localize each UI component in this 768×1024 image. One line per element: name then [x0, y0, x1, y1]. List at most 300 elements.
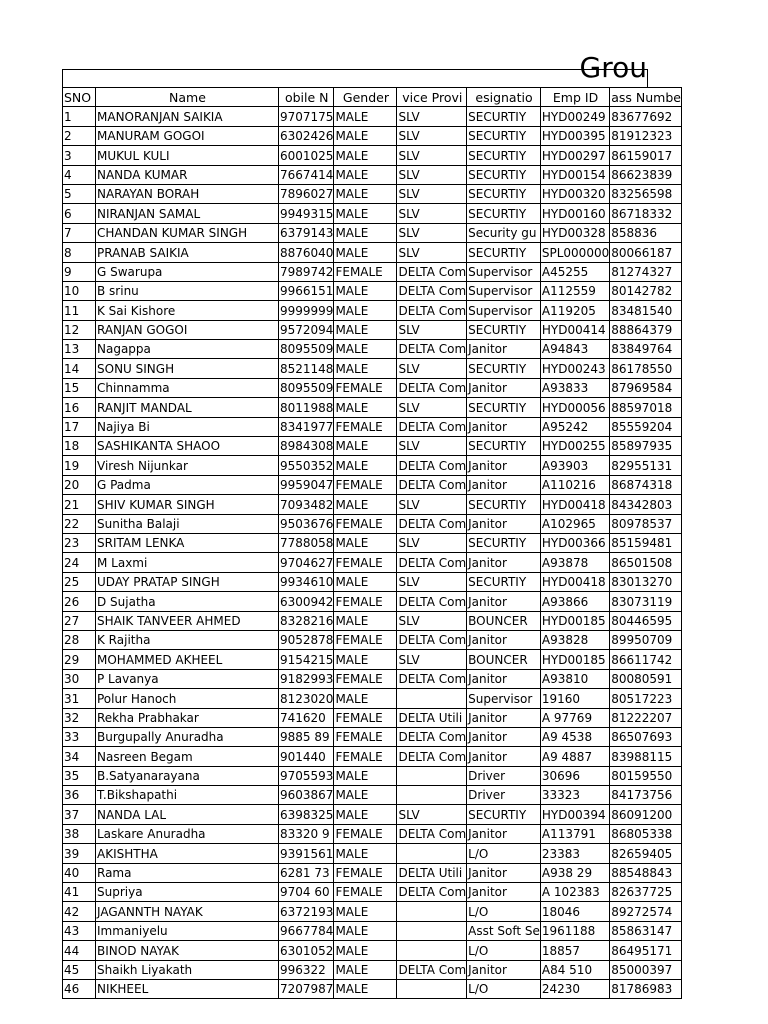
cell-designation: L/O	[467, 979, 541, 998]
cell-designation: Supervisor	[467, 301, 541, 320]
cell-gender: MALE	[334, 126, 397, 145]
cell-designation: Janitor	[467, 960, 541, 979]
cell-pass-number: 858836	[610, 223, 682, 242]
cell-mobile: 9182993	[279, 669, 334, 688]
cell-pass-number: 86874318	[610, 475, 682, 494]
cell-mobile: 9572094	[279, 320, 334, 339]
table-row	[63, 727, 682, 746]
cell-sno: 27	[63, 611, 96, 630]
table-row	[63, 786, 682, 805]
cell-designation: Janitor	[467, 378, 541, 397]
cell-service-provider: DELTA Com	[397, 281, 467, 300]
cell-pass-number: 80159550	[610, 766, 682, 785]
table-row	[63, 883, 682, 902]
cell-sno: 26	[63, 592, 96, 611]
cell-mobile: 6372193	[279, 902, 334, 921]
table-row	[63, 359, 682, 378]
cell-name: Polur Hanoch	[96, 689, 279, 708]
cell-designation: SECURTIY	[467, 495, 541, 514]
cell-pass-number: 86495171	[610, 941, 682, 960]
cell-emp-id: A94843	[540, 340, 609, 359]
header-row	[63, 88, 682, 107]
cell-emp-id: A 102383	[540, 883, 609, 902]
cell-mobile: 6301052	[279, 941, 334, 960]
cell-gender: FEMALE	[334, 727, 397, 746]
cell-name: SRITAM LENKA	[96, 533, 279, 552]
cell-gender: MALE	[334, 805, 397, 824]
cell-mobile: 6379143	[279, 223, 334, 242]
cell-sno: 46	[63, 979, 96, 998]
cell-service-provider: DELTA Utili	[397, 863, 467, 882]
cell-name: Burgupally Anuradha	[96, 727, 279, 746]
table-row	[63, 301, 682, 320]
cell-gender: FEMALE	[334, 475, 397, 494]
cell-mobile: 9550352	[279, 456, 334, 475]
cell-service-provider: DELTA Com	[397, 669, 467, 688]
cell-pass-number: 85863147	[610, 921, 682, 940]
cell-pass-number: 83256598	[610, 184, 682, 203]
cell-service-provider	[397, 902, 467, 921]
cell-mobile: 7989742	[279, 262, 334, 281]
cell-designation: Janitor	[467, 669, 541, 688]
cell-emp-id: HYD00249	[540, 107, 609, 126]
table-row	[63, 165, 682, 184]
cell-service-provider: DELTA Com	[397, 262, 467, 281]
cell-mobile: 9704627	[279, 553, 334, 572]
cell-sno: 6	[63, 204, 96, 223]
cell-emp-id: HYD00366	[540, 533, 609, 552]
cell-gender: MALE	[334, 184, 397, 203]
cell-name: Sunitha Balaji	[96, 514, 279, 533]
cell-pass-number: 86178550	[610, 359, 682, 378]
cell-sno: 28	[63, 630, 96, 649]
cell-name: Najiya Bi	[96, 417, 279, 436]
cell-service-provider	[397, 941, 467, 960]
cell-sno: 12	[63, 320, 96, 339]
cell-mobile: 741620	[279, 708, 334, 727]
cell-mobile: 7207987	[279, 979, 334, 998]
table-row	[63, 689, 682, 708]
cell-pass-number: 83677692	[610, 107, 682, 126]
cell-name: Viresh Nijunkar	[96, 456, 279, 475]
cell-gender: FEMALE	[334, 708, 397, 727]
cell-emp-id: A938 29	[540, 863, 609, 882]
cell-designation: Janitor	[467, 514, 541, 533]
cell-name: Nagappa	[96, 340, 279, 359]
cell-pass-number: 85559204	[610, 417, 682, 436]
cell-name: CHANDAN KUMAR SINGH	[96, 223, 279, 242]
table-row	[63, 708, 682, 727]
cell-emp-id: 24230	[540, 979, 609, 998]
cell-mobile: 7788058	[279, 533, 334, 552]
cell-mobile: 6281 73	[279, 863, 334, 882]
cell-emp-id: HYD00418	[540, 495, 609, 514]
cell-mobile: 8341977	[279, 417, 334, 436]
cell-pass-number: 89950709	[610, 630, 682, 649]
table-row	[63, 824, 682, 843]
cell-mobile: 9705593	[279, 766, 334, 785]
cell-emp-id: A93833	[540, 378, 609, 397]
cell-emp-id: A93866	[540, 592, 609, 611]
cell-sno: 20	[63, 475, 96, 494]
cell-gender: MALE	[334, 902, 397, 921]
cell-pass-number: 86623839	[610, 165, 682, 184]
cell-designation: Janitor	[467, 592, 541, 611]
header-pass-number: ass Numbe	[610, 88, 682, 107]
table-row	[63, 960, 682, 979]
cell-service-provider: SLV	[397, 359, 467, 378]
cell-name: T.Bikshapathi	[96, 786, 279, 805]
table-row	[63, 437, 682, 456]
cell-gender: FEMALE	[334, 863, 397, 882]
cell-designation: Janitor	[467, 824, 541, 843]
cell-sno: 19	[63, 456, 96, 475]
cell-emp-id: HYD00414	[540, 320, 609, 339]
table-row	[63, 107, 682, 126]
cell-emp-id: 23383	[540, 844, 609, 863]
cell-pass-number: 83013270	[610, 572, 682, 591]
cell-sno: 25	[63, 572, 96, 591]
cell-gender: FEMALE	[334, 553, 397, 572]
table-row	[63, 747, 682, 766]
cell-sno: 4	[63, 165, 96, 184]
cell-mobile: 9707175	[279, 107, 334, 126]
cell-service-provider: DELTA Com	[397, 301, 467, 320]
cell-sno: 32	[63, 708, 96, 727]
cell-designation: SECURTIY	[467, 165, 541, 184]
cell-pass-number: 81912323	[610, 126, 682, 145]
cell-service-provider: SLV	[397, 650, 467, 669]
cell-mobile: 9885 89	[279, 727, 334, 746]
cell-designation: SECURTIY	[467, 184, 541, 203]
cell-service-provider: DELTA Utili	[397, 708, 467, 727]
cell-gender: MALE	[334, 243, 397, 262]
cell-name: SHIV KUMAR SINGH	[96, 495, 279, 514]
cell-designation: Janitor	[467, 456, 541, 475]
cell-sno: 44	[63, 941, 96, 960]
table-row	[63, 146, 682, 165]
cell-name: Immaniyelu	[96, 921, 279, 940]
cell-emp-id: A84 510	[540, 960, 609, 979]
cell-sno: 13	[63, 340, 96, 359]
cell-emp-id: HYD00243	[540, 359, 609, 378]
cell-name: Chinnamma	[96, 378, 279, 397]
header-designation: esignatio	[467, 88, 541, 107]
cell-mobile: 996322	[279, 960, 334, 979]
header-sno: SNO	[63, 88, 96, 107]
cell-pass-number: 87969584	[610, 378, 682, 397]
cell-pass-number: 80446595	[610, 611, 682, 630]
cell-mobile: 8328216	[279, 611, 334, 630]
cell-gender: MALE	[334, 766, 397, 785]
cell-emp-id: HYD00394	[540, 805, 609, 824]
table-row	[63, 456, 682, 475]
cell-gender: MALE	[334, 398, 397, 417]
cell-pass-number: 84173756	[610, 786, 682, 805]
cell-name: MUKUL KULI	[96, 146, 279, 165]
table-row	[63, 184, 682, 203]
cell-emp-id: HYD00154	[540, 165, 609, 184]
cell-pass-number: 85159481	[610, 533, 682, 552]
cell-name: Rama	[96, 863, 279, 882]
table-row	[63, 553, 682, 572]
table-row	[63, 320, 682, 339]
cell-pass-number: 88864379	[610, 320, 682, 339]
cell-service-provider: DELTA Com	[397, 417, 467, 436]
cell-emp-id: A93828	[540, 630, 609, 649]
cell-emp-id: A119205	[540, 301, 609, 320]
cell-designation: SECURTIY	[467, 437, 541, 456]
cell-pass-number: 81222207	[610, 708, 682, 727]
cell-mobile: 9154215	[279, 650, 334, 669]
cell-gender: MALE	[334, 281, 397, 300]
cell-service-provider: SLV	[397, 320, 467, 339]
cell-designation: SECURTIY	[467, 359, 541, 378]
cell-designation: SECURTIY	[467, 146, 541, 165]
cell-mobile: 7896027	[279, 184, 334, 203]
cell-gender: FEMALE	[334, 883, 397, 902]
cell-pass-number: 86805338	[610, 824, 682, 843]
cell-gender: MALE	[334, 650, 397, 669]
cell-mobile: 9503676	[279, 514, 334, 533]
cell-sno: 9	[63, 262, 96, 281]
table-row	[63, 417, 682, 436]
cell-designation: Janitor	[467, 708, 541, 727]
cell-name: Shaikh Liyakath	[96, 960, 279, 979]
cell-mobile: 6398325	[279, 805, 334, 824]
cell-service-provider	[397, 921, 467, 940]
cell-gender: MALE	[334, 107, 397, 126]
cell-sno: 10	[63, 281, 96, 300]
cell-service-provider: SLV	[397, 107, 467, 126]
cell-pass-number: 84342803	[610, 495, 682, 514]
cell-emp-id: HYD00418	[540, 572, 609, 591]
cell-name: NANDA LAL	[96, 805, 279, 824]
table-row	[63, 572, 682, 591]
cell-mobile: 9999999	[279, 301, 334, 320]
cell-mobile: 9959047	[279, 475, 334, 494]
cell-name: SONU SINGH	[96, 359, 279, 378]
table-row	[63, 262, 682, 281]
table-row	[63, 281, 682, 300]
cell-gender: MALE	[334, 456, 397, 475]
cell-sno: 5	[63, 184, 96, 203]
cell-mobile: 7093482	[279, 495, 334, 514]
cell-service-provider: SLV	[397, 204, 467, 223]
sheet-title: Grou	[579, 51, 647, 84]
cell-pass-number: 86159017	[610, 146, 682, 165]
cell-name: G Padma	[96, 475, 279, 494]
cell-pass-number: 80080591	[610, 669, 682, 688]
table-row	[63, 611, 682, 630]
cell-mobile: 8876040	[279, 243, 334, 262]
cell-sno: 36	[63, 786, 96, 805]
cell-sno: 22	[63, 514, 96, 533]
cell-gender: MALE	[334, 340, 397, 359]
cell-sno: 16	[63, 398, 96, 417]
cell-sno: 1	[63, 107, 96, 126]
cell-pass-number: 86611742	[610, 650, 682, 669]
cell-name: Supriya	[96, 883, 279, 902]
cell-gender: FEMALE	[334, 592, 397, 611]
cell-mobile: 6302426	[279, 126, 334, 145]
cell-gender: MALE	[334, 146, 397, 165]
cell-designation: SECURTIY	[467, 243, 541, 262]
cell-name: K Sai Kishore	[96, 301, 279, 320]
cell-designation: Janitor	[467, 475, 541, 494]
table-row	[63, 495, 682, 514]
cell-pass-number: 80066187	[610, 243, 682, 262]
cell-mobile: 9966151	[279, 281, 334, 300]
cell-designation: SECURTIY	[467, 126, 541, 145]
cell-gender: MALE	[334, 301, 397, 320]
cell-name: BINOD NAYAK	[96, 941, 279, 960]
cell-service-provider: DELTA Com	[397, 824, 467, 843]
cell-mobile: 9934610	[279, 572, 334, 591]
table-row	[63, 243, 682, 262]
cell-name: NIRANJAN SAMAL	[96, 204, 279, 223]
cell-emp-id: A110216	[540, 475, 609, 494]
cell-service-provider: DELTA Com	[397, 630, 467, 649]
cell-designation: SECURTIY	[467, 398, 541, 417]
cell-service-provider: SLV	[397, 572, 467, 591]
cell-mobile: 8095509	[279, 340, 334, 359]
cell-designation: SECURTIY	[467, 533, 541, 552]
cell-designation: SECURTIY	[467, 107, 541, 126]
cell-gender: MALE	[334, 223, 397, 242]
cell-gender: MALE	[334, 495, 397, 514]
cell-service-provider: DELTA Com	[397, 378, 467, 397]
cell-mobile: 9603867	[279, 786, 334, 805]
cell-name: AKISHTHA	[96, 844, 279, 863]
cell-pass-number: 83481540	[610, 301, 682, 320]
cell-sno: 35	[63, 766, 96, 785]
cell-sno: 40	[63, 863, 96, 882]
table-row	[63, 398, 682, 417]
header-emp-id: Emp ID	[540, 88, 609, 107]
cell-pass-number: 86507693	[610, 727, 682, 746]
cell-emp-id: HYD00255	[540, 437, 609, 456]
cell-service-provider: DELTA Com	[397, 514, 467, 533]
cell-designation: Janitor	[467, 747, 541, 766]
cell-pass-number: 80517223	[610, 689, 682, 708]
cell-mobile: 8011988	[279, 398, 334, 417]
cell-gender: FEMALE	[334, 747, 397, 766]
cell-designation: L/O	[467, 941, 541, 960]
cell-service-provider: SLV	[397, 805, 467, 824]
cell-sno: 11	[63, 301, 96, 320]
cell-gender: MALE	[334, 320, 397, 339]
cell-name: G Swarupa	[96, 262, 279, 281]
cell-sno: 37	[63, 805, 96, 824]
cell-gender: FEMALE	[334, 669, 397, 688]
cell-emp-id: A113791	[540, 824, 609, 843]
cell-pass-number: 89272574	[610, 902, 682, 921]
cell-emp-id: A102965	[540, 514, 609, 533]
cell-gender: FEMALE	[334, 630, 397, 649]
cell-pass-number: 82955131	[610, 456, 682, 475]
table-row	[63, 514, 682, 533]
table-row	[63, 941, 682, 960]
cell-designation: SECURTIY	[467, 320, 541, 339]
cell-gender: MALE	[334, 572, 397, 591]
cell-name: NANDA KUMAR	[96, 165, 279, 184]
cell-service-provider: SLV	[397, 243, 467, 262]
cell-name: P Lavanya	[96, 669, 279, 688]
table-row	[63, 340, 682, 359]
cell-pass-number: 86501508	[610, 553, 682, 572]
cell-name: NIKHEEL	[96, 979, 279, 998]
table-row	[63, 902, 682, 921]
cell-pass-number: 88548843	[610, 863, 682, 882]
cell-gender: FEMALE	[334, 417, 397, 436]
table-row	[63, 630, 682, 649]
cell-mobile: 6001025	[279, 146, 334, 165]
cell-name: D Sujatha	[96, 592, 279, 611]
cell-service-provider: DELTA Com	[397, 456, 467, 475]
cell-name: RANJAN GOGOI	[96, 320, 279, 339]
cell-name: JAGANNTH NAYAK	[96, 902, 279, 921]
cell-mobile: 9949315	[279, 204, 334, 223]
cell-mobile: 8123020	[279, 689, 334, 708]
cell-pass-number: 88597018	[610, 398, 682, 417]
cell-mobile: 9052878	[279, 630, 334, 649]
cell-emp-id: A93903	[540, 456, 609, 475]
cell-mobile: 83320 9	[279, 824, 334, 843]
cell-designation: Security gu	[467, 223, 541, 242]
cell-designation: BOUNCER	[467, 611, 541, 630]
cell-emp-id: A93878	[540, 553, 609, 572]
cell-emp-id: 18857	[540, 941, 609, 960]
cell-sno: 8	[63, 243, 96, 262]
cell-designation: Janitor	[467, 417, 541, 436]
cell-designation: L/O	[467, 844, 541, 863]
cell-emp-id: 18046	[540, 902, 609, 921]
cell-sno: 38	[63, 824, 96, 843]
cell-sno: 3	[63, 146, 96, 165]
cell-emp-id: A9 4538	[540, 727, 609, 746]
cell-service-provider: DELTA Com	[397, 475, 467, 494]
cell-gender: MALE	[334, 437, 397, 456]
header-service-provider: vice Provi	[397, 88, 467, 107]
staff-table	[62, 87, 682, 999]
cell-service-provider: DELTA Com	[397, 553, 467, 572]
header-gender: Gender	[334, 88, 397, 107]
cell-emp-id: HYD00185	[540, 650, 609, 669]
cell-emp-id: HYD00185	[540, 611, 609, 630]
cell-sno: 39	[63, 844, 96, 863]
cell-gender: FEMALE	[334, 514, 397, 533]
table-row	[63, 223, 682, 242]
cell-pass-number: 83988115	[610, 747, 682, 766]
cell-name: Rekha Prabhakar	[96, 708, 279, 727]
cell-designation: Supervisor	[467, 281, 541, 300]
cell-service-provider: DELTA Com	[397, 883, 467, 902]
cell-gender: MALE	[334, 844, 397, 863]
table-row	[63, 204, 682, 223]
cell-pass-number: 80978537	[610, 514, 682, 533]
cell-service-provider: DELTA Com	[397, 592, 467, 611]
cell-pass-number: 81786983	[610, 979, 682, 998]
cell-name: B srinu	[96, 281, 279, 300]
cell-designation: Supervisor	[467, 689, 541, 708]
table-row	[63, 863, 682, 882]
cell-service-provider: DELTA Com	[397, 727, 467, 746]
cell-pass-number: 83849764	[610, 340, 682, 359]
cell-pass-number: 85000397	[610, 960, 682, 979]
cell-name: Laskare Anuradha	[96, 824, 279, 843]
cell-emp-id: 1961188	[540, 921, 609, 940]
